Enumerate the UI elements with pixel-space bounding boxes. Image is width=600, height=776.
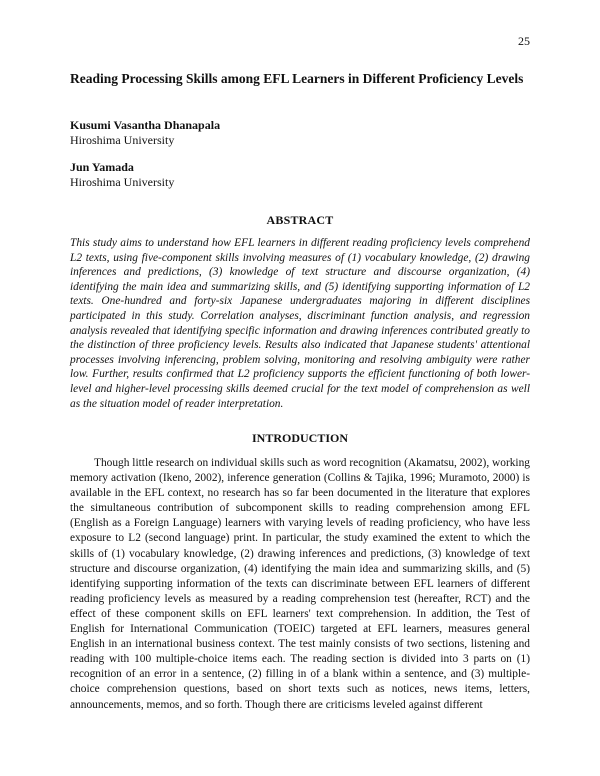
author-name: Jun Yamada — [70, 160, 134, 174]
author-affiliation: Hiroshima University — [70, 175, 175, 189]
author-name: Kusumi Vasantha Dhanapala — [70, 118, 221, 132]
page-number: 25 — [518, 34, 530, 48]
author-affiliation: Hiroshima University — [70, 133, 175, 147]
introduction-heading: INTRODUCTION — [251, 431, 348, 445]
paper-title: Reading Processing Skills among EFL Learners in Different Proficiency Levels — [70, 71, 524, 86]
author-block-1 — [70, 118, 530, 148]
abstract-text: This study aims to understand how EFL learners in different reading proficiency levels comprehend L2 texts, using five-component skills involving measures of (1) vocabulary knowledge, (2) drawing inferences and predictions, (3) knowledge of text structure and discourse organization, (4) identifying the main idea and summarizing skills, and (5) identifying supporting information of L2 texts. One-hundred and forty-six Japanese undergraduates majoring in different disciplines participated in this study. Correlation analyses, discriminant function analysis, and regression analysis revealed that identifying specific information and drawing inferences contributed greatly to the distinction of three proficiency levels. Results also indicated that Japanese students' attentional processes involving inferencing, problem solving, monitoring and resolving ambiguity were rather low. Further, results confirmed that L2 proficiency supports the efficient functioning of both lower-level and higher-level processing skills deemed crucial for the text model of comprehension as well as the situation model of reader interpretation. — [70, 237, 530, 410]
introduction-text: Though little research on individual skills such as word recognition (Akamatsu, 2002), working memory activation (Ikeno, 2002), inference generation (Collins & Tajika, 1996; Muramoto, 2000) is available in the EFL context, no research has so far been documented in the literature that explores the simultaneous contribution of subcomponent skills to reading comprehension among EFL (English as a Foreign Language) learners with varying levels of reading proficiency, who have less exposure to L2 (second language) print. In particular, the study examined the extent to which the skills of (1) vocabulary knowledge, (2) drawing inferences and predictions, (3) knowledge of text structure and discourse organization, (4) identifying the main idea and summarizing skills, and (5) identifying supporting information of the texts can discriminate between EFL learners of different reading proficiency levels as measured by a reading comprehension test (hereafter, RCT) and the effect of these component skills on EFL learners' text comprehension. In addition, the Test of English for International Communication (TOEIC) targeted at EFL learners, measures general English in an international business context. The test mainly consists of two sections, listening and reading with 100 multiple-choice items each. The reading section is divided into 3 parts on (1) recognition of an error in a sentence, (2) filling in of a blank within a sentence, and (3) multiple-choice comprehension questions, based on short texts such as notices, news items, letters, announcements, memos, and so forth. Though there are criticisms leveled against different — [70, 457, 530, 711]
author-block-2 — [70, 160, 530, 190]
abstract-heading: ABSTRACT — [266, 213, 334, 227]
